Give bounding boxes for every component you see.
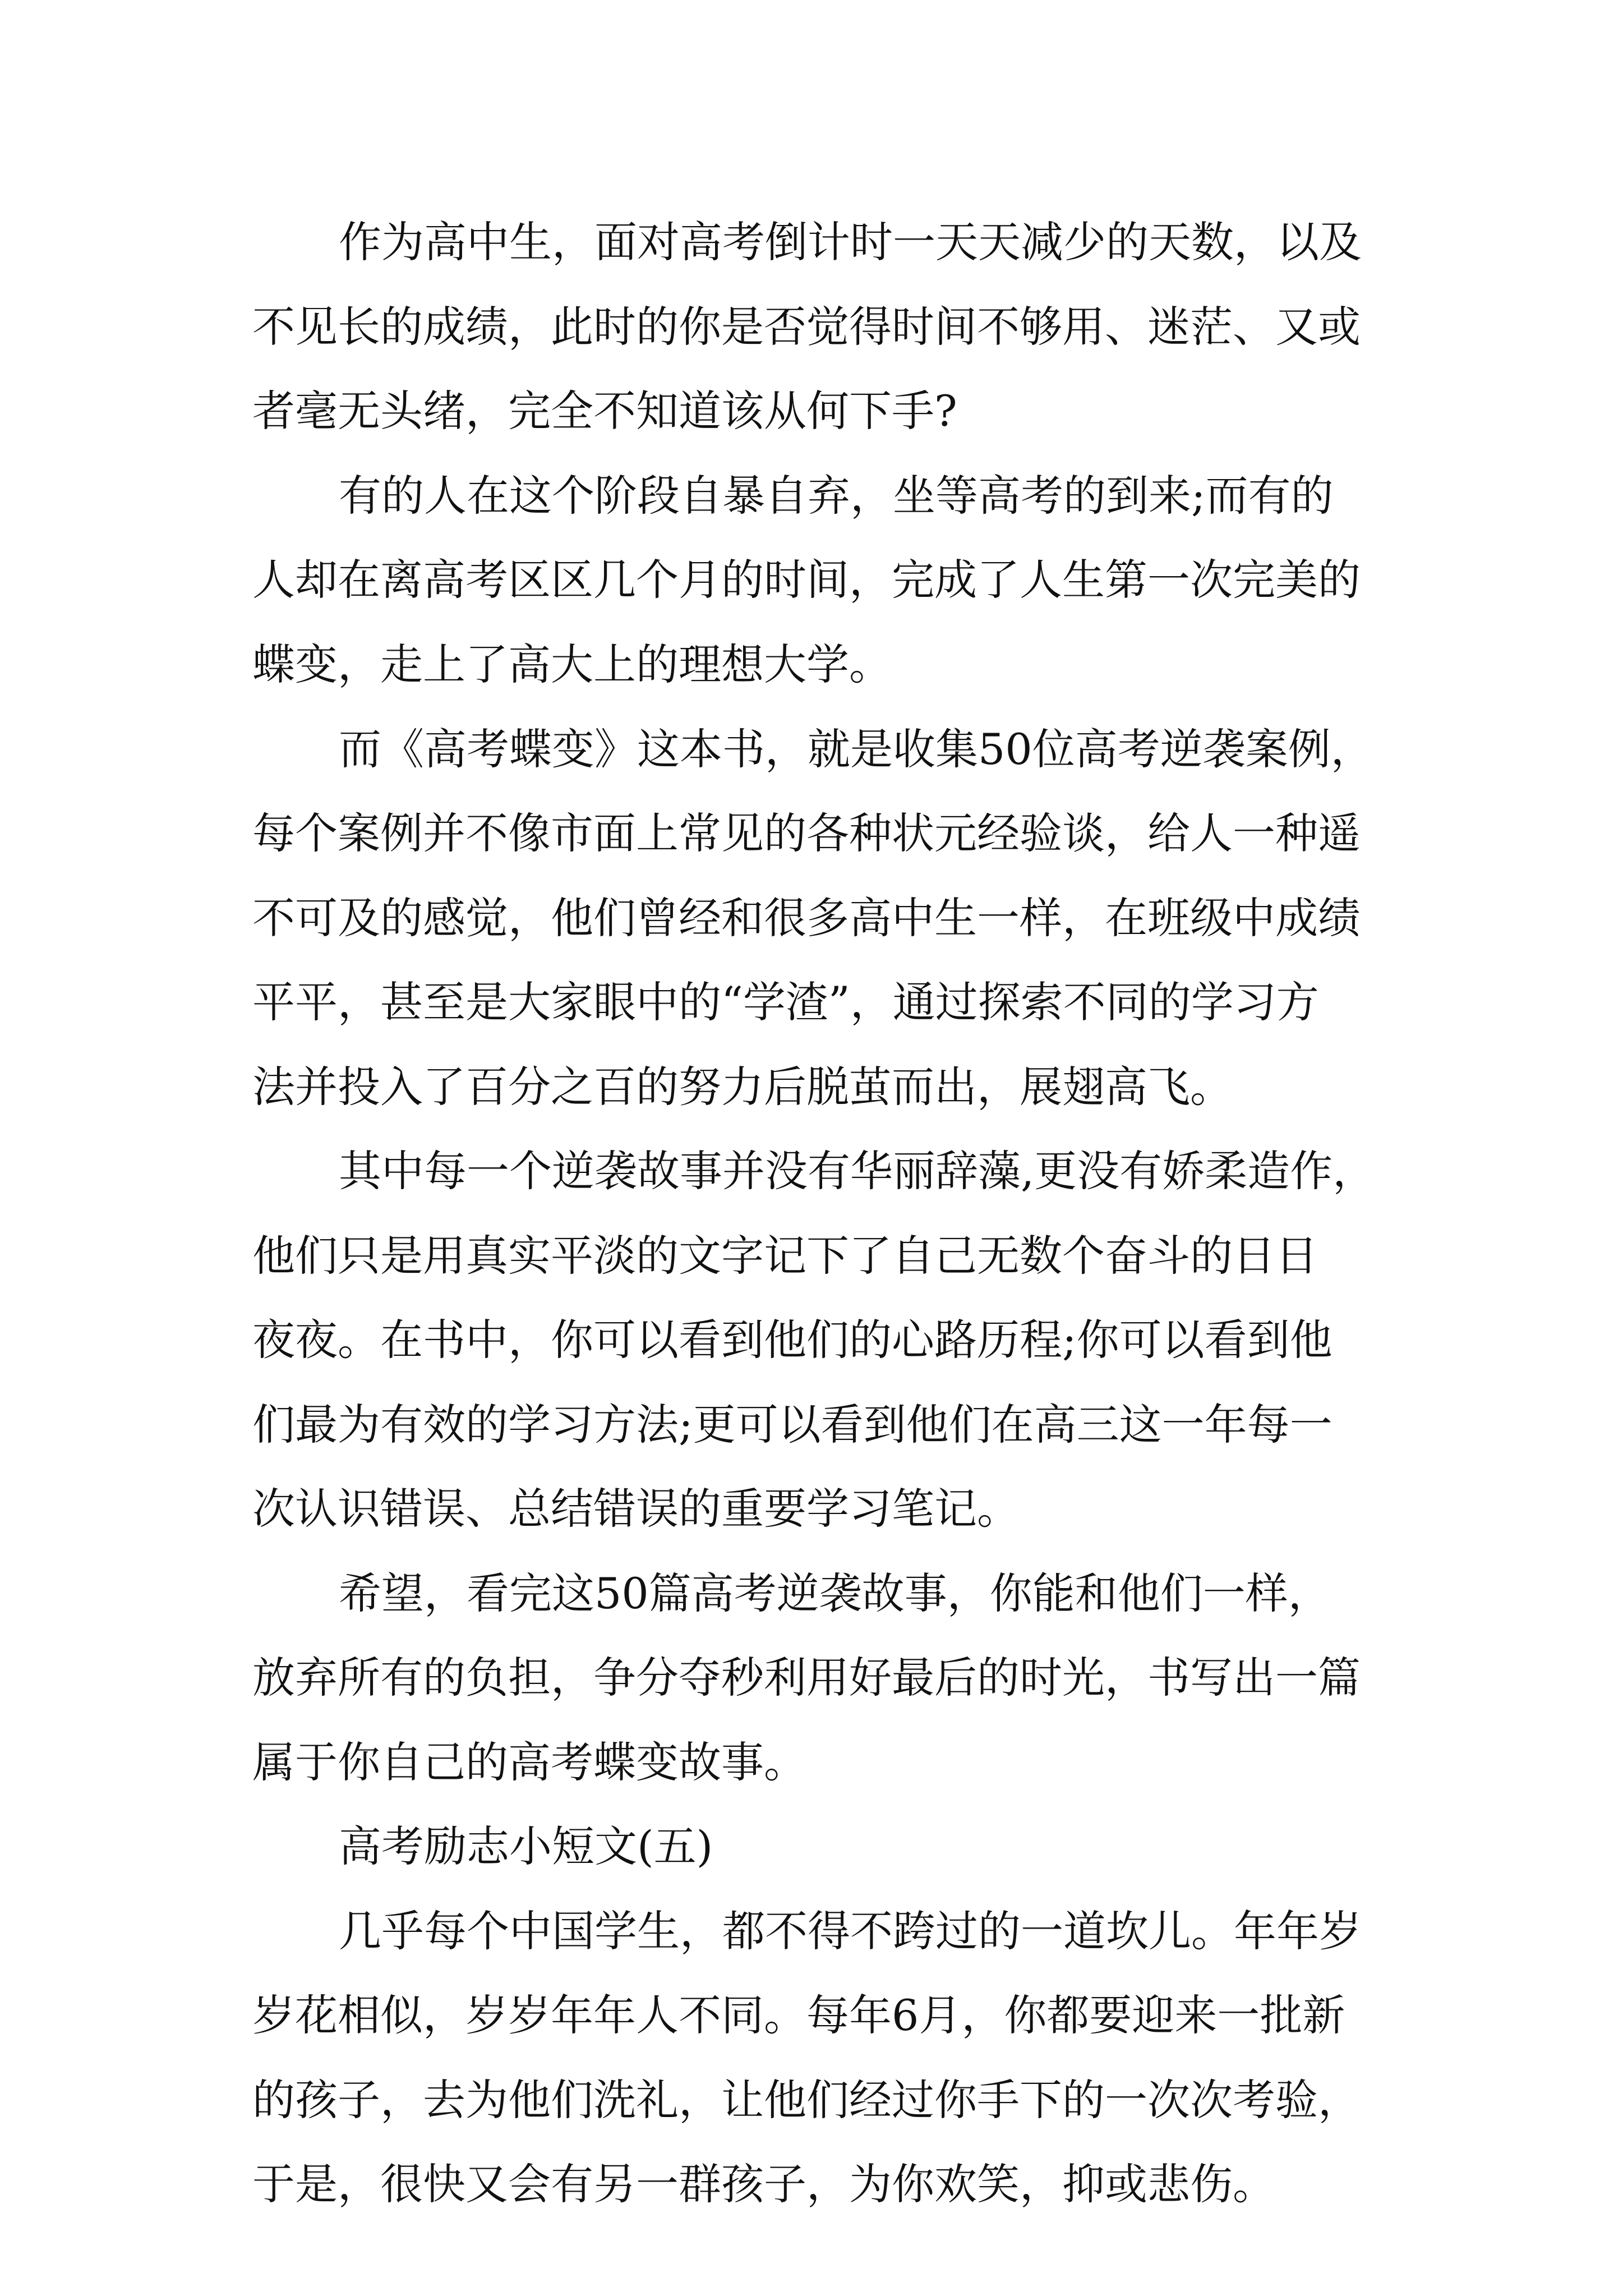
text-line: 平平，甚至是大家眼中的“学渣”，通过探索不同的学习方 (252, 977, 1319, 1027)
text-line: 夜夜。在书中，你可以看到他们的心路历程;你可以看到他 (252, 1315, 1332, 1365)
text-line: 次认识错误、总结错误的重要学习笔记。 (252, 1484, 1020, 1534)
text-line: 不可及的感觉，他们曾经和很多高中生一样，在班级中成绩 (252, 893, 1361, 943)
section-heading: 高考励志小短文(五) (339, 1821, 713, 1871)
text-line: 的孩子，去为他们洗礼，让他们经过你手下的一次次考验， (252, 2075, 1361, 2125)
text-line: 放弃所有的负担，争分夺秒利用好最后的时光，书写出一篇 (252, 1653, 1361, 1703)
text-line: 于是，很快又会有另一群孩子，为你欢笑，抑或悲伤。 (252, 2159, 1275, 2209)
text-line: 人却在离高考区区几个月的时间，完成了人生第一次完美的 (252, 555, 1361, 605)
text-line: 岁花相似，岁岁年年人不同。每年6月，你都要迎来一批新 (252, 1990, 1345, 2040)
text-line: 其中每一个逆袭故事并没有华丽辞藻,更没有娇柔造作， (339, 1146, 1376, 1196)
text-line: 每个案例并不像市面上常见的各种状元经验谈，给人一种遥 (252, 808, 1361, 858)
text-line: 他们只是用真实平淡的文字记下了自己无数个奋斗的日日 (252, 1231, 1318, 1281)
text-line: 法并投入了百分之百的努力后脱茧而出，展翅高飞。 (252, 1062, 1233, 1112)
text-line: 不见长的成绩，此时的你是否觉得时间不够用、迷茫、又或 (252, 302, 1361, 352)
text-line: 有的人在这个阶段自暴自弃，坐等高考的到来;而有的 (339, 471, 1334, 521)
text-line: 者毫无头绪，完全不知道该从何下手? (252, 386, 957, 436)
text-line: 希望，看完这50篇高考逆袭故事，你能和他们一样， (339, 1568, 1331, 1618)
text-line: 而《高考蝶变》这本书，就是收集50位高考逆袭案例， (339, 724, 1373, 774)
text-line: 们最为有效的学习方法;更可以看到他们在高三这一年每一 (252, 1400, 1332, 1450)
text-line: 属于你自己的高考蝶变故事。 (252, 1737, 806, 1787)
text-line: 作为高中生，面对高考倒计时一天天减少的天数，以及 (339, 217, 1362, 267)
text-line: 蝶变，走上了高大上的理想大学。 (252, 639, 892, 689)
text-line: 几乎每个中国学生，都不得不跨过的一道坎儿。年年岁 (339, 1906, 1362, 1956)
